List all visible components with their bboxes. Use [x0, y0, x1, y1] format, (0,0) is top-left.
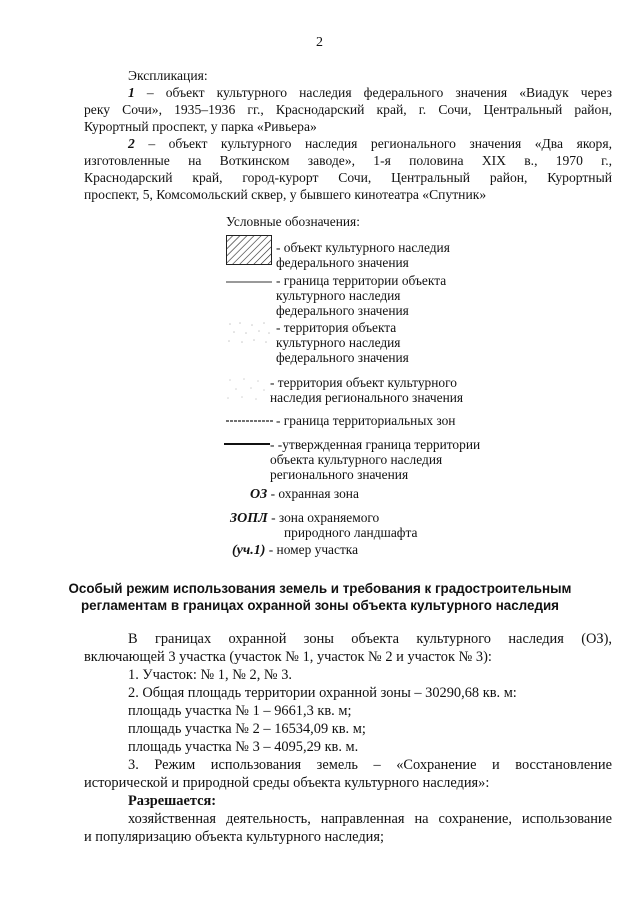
legend-item-2-line-2: культурного наследия: [276, 288, 401, 303]
federal-territory-fill-icon: [226, 320, 272, 346]
legend-item-2-line-3: федерального значения: [276, 303, 409, 318]
legend-item-3-line-1: - территория объекта: [276, 320, 397, 335]
legend-item-3-line-3: федерального значения: [276, 350, 409, 365]
hatched-area-icon: [226, 235, 272, 265]
body-paragraph-1-line-2: включающей 3 участка (участок № 1, участок № 2 и участок № 3):: [84, 649, 492, 665]
legend-item-3-line-2: культурного наследия: [276, 335, 401, 350]
body-allowed-line-2: и популяризацию объекта культурного наследия;: [84, 829, 384, 845]
body-area-plot-1: площадь участка № 1 – 9661,3 кв. м;: [128, 703, 352, 719]
legend-item-6-line-2: объекта культурного наследия: [270, 452, 443, 467]
explication-item-2-text: – объект культурного наследия регионального значения «Два якоря,: [148, 136, 612, 151]
body-allowed-line-1: хозяйственная деятельность, направленная на сохранение, использование: [128, 811, 612, 827]
legend-item-1-line-1: - объект культурного наследия: [276, 240, 450, 255]
explication-item-2-line-2: изготовленные на Воткинском заводе», 1-я половина XIX в., 1970 г.,: [84, 153, 612, 168]
legend-item-6-line-1: - -утвержденная граница территории: [270, 437, 481, 452]
abbr-zopl-desc-1: - зона охраняемого: [271, 510, 380, 525]
explication-item-2-number: 2: [128, 136, 135, 151]
body-allowed-heading: Разрешается:: [128, 793, 217, 809]
body-total-area: 2. Общая площадь территории охранной зоны – 30290,68 кв. м:: [128, 685, 517, 701]
abbr-oz: ОЗ: [250, 487, 268, 502]
legend-item-2-line-1: - граница территории объекта: [276, 273, 447, 288]
explication-item-1-number: 1: [128, 85, 135, 100]
abbr-zopl-desc-2: природного ландшафта: [284, 525, 418, 540]
regional-territory-fill-icon: [224, 376, 268, 402]
body-regime-line-1: 3. Режим использования земель – «Сохранение и восстановление: [128, 757, 612, 773]
body-area-plot-2: площадь участка № 2 – 16534,09 кв. м;: [128, 721, 366, 737]
explication-item-2-line-1: [128, 135, 612, 152]
explication-item-2-line-4: проспект, 5, Комсомольский сквер, у бывшего кинотеатра «Спутник»: [84, 187, 487, 202]
explication-item-1-line-1: [128, 84, 612, 101]
legend-title: Условные обозначения:: [226, 214, 360, 229]
zone-boundary-line-icon: [226, 419, 274, 423]
body-regime-line-2: исторической и природной среды объекта культурного наследия»:: [84, 775, 490, 791]
section-heading-line-1: Особый режим использования земель и требования к градостроительным: [68, 581, 572, 596]
legend-item-4-line-2: наследия регионального значения: [270, 390, 464, 405]
legend-item-6-line-3: регионального значения: [270, 467, 409, 482]
page-number: 2: [316, 35, 323, 50]
explication-item-1-text: – объект культурного наследия федерального значения «Виадук через: [146, 85, 612, 100]
body-paragraph-1-line-1: В границах охранной зоны объекта культурного наследия (ОЗ),: [128, 631, 612, 647]
explication-title: Экспликация:: [128, 68, 208, 83]
legend-item-4-line-1: - территория объект культурного: [270, 375, 457, 390]
legend-abbr-oz: [250, 486, 359, 503]
body-area-plot-3: площадь участка № 3 – 4095,29 кв. м.: [128, 739, 359, 755]
abbr-zopl: ЗОПЛ: [230, 511, 268, 526]
explication-item-1-line-2: реку Сочи», 1935–1936 гг., Краснодарский край, г. Сочи, Центральный район,: [84, 102, 612, 117]
legend-abbr-plot: [232, 542, 358, 559]
explication-item-2-line-3: Краснодарский край, город-курорт Сочи, Центральный район, Курортный: [84, 170, 612, 185]
body-plots: 1. Участок: № 1, № 2, № 3.: [128, 667, 293, 683]
abbr-plot: (уч.1): [232, 543, 266, 558]
approved-boundary-line-icon: [224, 442, 270, 446]
territory-boundary-line-icon: [226, 280, 272, 284]
explication-item-1-line-3: Курортный проспект, у парка «Ривьера»: [84, 119, 317, 134]
abbr-plot-desc: - номер участка: [268, 542, 359, 557]
abbr-oz-desc: - охранная зона: [270, 486, 359, 501]
legend-item-1-line-2: федерального значения: [276, 255, 409, 270]
section-heading-line-2: регламентам в границах охранной зоны объекта культурного наследия: [80, 598, 559, 613]
legend-item-5-line-1: - граница территориальных зон: [276, 413, 456, 428]
